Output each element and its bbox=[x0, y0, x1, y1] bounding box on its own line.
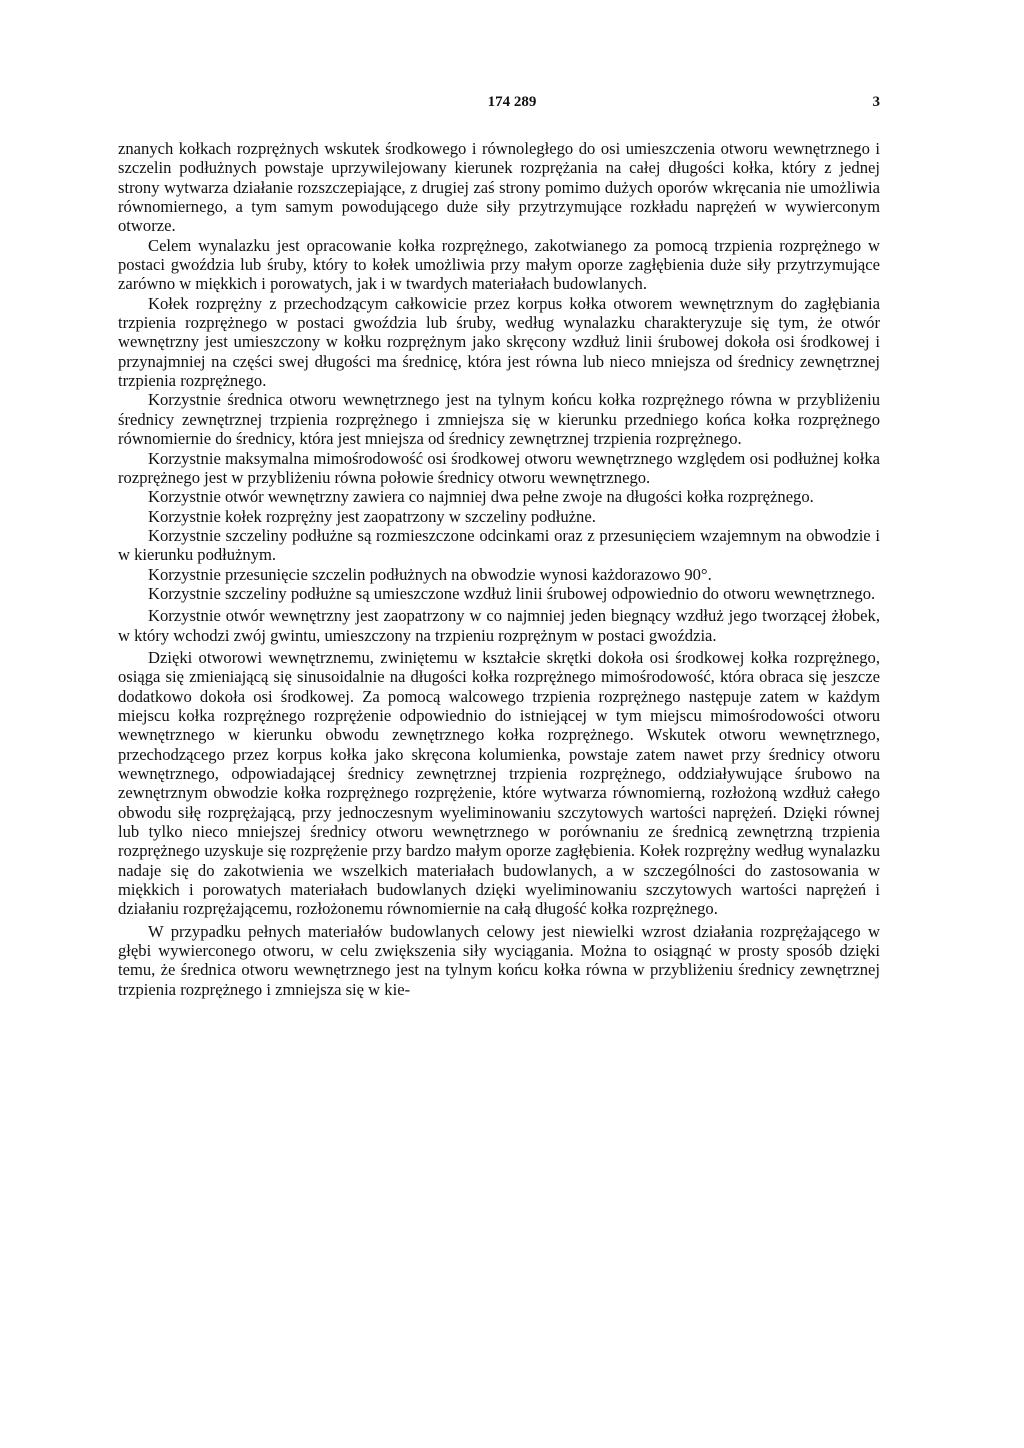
paragraph: W przypadku pełnych materiałów budowlanych celowy jest niewielki wzrost działania rozprężającego w głębi wywierconego otworu, w celu zwiększenia siły wyciągania. Można to osiągnąć w prosty sposób dzięki temu, że średnica otworu wewnętrznego jest na tylnym końcu kołka równa w przybliżeniu średnicy zewnętrznej trzpienia rozprężnego i zmniejsza się w kie- bbox=[118, 921, 880, 999]
paragraph: Celem wynalazku jest opracowanie kołka rozprężnego, zakotwianego za pomocą trzpienia rozprężnego w postaci gwoździa lub śruby, który to kołek umożliwia przy małym oporze zagłębienia duże siły przytrzymujące zarówno w miękkich i porowatych, jak i w twardych materiałach budowlanych. bbox=[118, 235, 880, 294]
page-header bbox=[0, 94, 1024, 118]
paragraph: Korzystnie średnica otworu wewnętrznego jest na tylnym końcu kołka rozprężnego równa w przybliżeniu średnicy zewnętrznej trzpienia rozprężnego i zmniejsza się w kierunku przedniego końca kołka rozprężnego równomiernie do średnicy, która jest mniejsza od średnicy zewnętrznej trzpienia rozprężnego. bbox=[118, 390, 880, 449]
page-number: 3 bbox=[872, 94, 880, 110]
paragraph: Dzięki otworowi wewnętrznemu, zwiniętemu w kształcie skrętki dokoła osi środkowej kołka rozprężnego, osiąga się zmieniającą się sinusoidalnie na długości kołka rozprężnego mimośrodowość, która obraca się jeszcze dodatkowo dokoła osi środkowej. Za pomocą walcowego trzpienia rozprężnego następuje zatem w każdym miejscu kołka rozprężnego rozprężenie odpowiednio do istniejącej w tym miejscu mimośrodowości otworu wewnętrznego w kierunku obwodu zewnętrznego kołka rozprężnego. Wskutek otworu wewnętrznego, przechodzącego przez korpus kołka jako skręcona kolumienka, powstaje zatem nawet przy średnicy otworu wewnętrznego, odpowiadającej średnicy zewnętrznej trzpienia rozprężnego, oddziaływujące śrubowo na zewnętrznym obwodzie kołka rozprężnego rozprężenie, które wytwarza równomierną, rozłożoną wzdłuż całego obwodu siłę rozprężającą, przy jednoczesnym wyeliminowaniu szczytowych wartości naprężeń. Dzięki równej lub tylko nieco mniejszej średnicy otworu wewnętrznego w porównaniu ze średnicą zewnętrzną trzpienia rozprężnego uzyskuje się rozprężenie przy bardzo małym oporze zagłębienia. Kołek rozprężny według wynalazku nadaje się do zakotwienia we wszelkich materiałach budowlanych, a w szczególności do zastosowania w miękkich i porowatych materiałach budowlanych dzięki wyeliminowaniu szczytowych wartości naprężeń i działaniu rozprężającemu, rozłożonemu równomiernie na całą długość kołka rozprężnego. bbox=[118, 647, 880, 919]
paragraph: znanych kołkach rozprężnych wskutek środkowego i równoległego do osi umieszczenia otworu wewnętrznego i szczelin podłużnych powstaje uprzywilejowany kierunek rozprężania na całej długości kołka, który z jednej strony wytwarza działanie rozszczepiające, z drugiej zaś strony pomimo dużych oporów wkręcania nie umożliwia równomiernego, a tym samym powodującego duże siły przytrzymujące rozkładu naprężeń w wywierconym otworze. bbox=[118, 139, 880, 236]
paragraph: Korzystnie otwór wewnętrzny jest zaopatrzony w co najmniej jeden biegnący wzdłuż jego tworzącej żłobek, w który wchodzi zwój gwintu, umieszczony na trzpieniu rozprężnym w postaci gwoździa. bbox=[118, 606, 880, 645]
patent-number: 174 289 bbox=[487, 94, 537, 110]
paragraph: Korzystnie maksymalna mimośrodowość osi środkowej otworu wewnętrznego względem osi podłużnej kołka rozprężnego jest w przybliżeniu równa połowie średnicy otworu wewnętrznego. bbox=[118, 448, 880, 487]
paragraph: Korzystnie szczeliny podłużne są umieszczone wzdłuż linii śrubowej odpowiednio do otworu wewnętrznego. bbox=[148, 583, 876, 603]
paragraph: Korzystnie kołek rozprężny jest zaopatrzony w szczeliny podłużne. bbox=[148, 506, 596, 526]
paragraph: Korzystnie szczeliny podłużne są rozmieszczone odcinkami oraz z przesunięciem wzajemnym na obwodzie i w kierunku podłużnym. bbox=[118, 525, 880, 565]
paragraph: Kołek rozprężny z przechodzącym całkowicie przez korpus kołka otworem wewnętrznym do zagłębiania trzpienia rozprężnego w postaci gwoździa lub śruby, według wynalazku charakteryzuje się tym, że otwór wewnętrzny jest umieszczony w kołku rozprężnym jako skręcony wzdłuż linii śrubowej dokoła osi środkowej i przynajmniej na części swej długości ma średnicę, która jest równa lub nieco mniejsza od średnicy zewnętrznej trzpienia rozprężnego. bbox=[118, 293, 880, 391]
paragraph: Korzystnie otwór wewnętrzny zawiera co najmniej dwa pełne zwoje na długości kołka rozprężnego. bbox=[148, 487, 814, 507]
paragraph: Korzystnie przesunięcie szczelin podłużnych na obwodzie wynosi każdorazowo 90°. bbox=[148, 564, 712, 584]
document-body bbox=[118, 139, 880, 999]
